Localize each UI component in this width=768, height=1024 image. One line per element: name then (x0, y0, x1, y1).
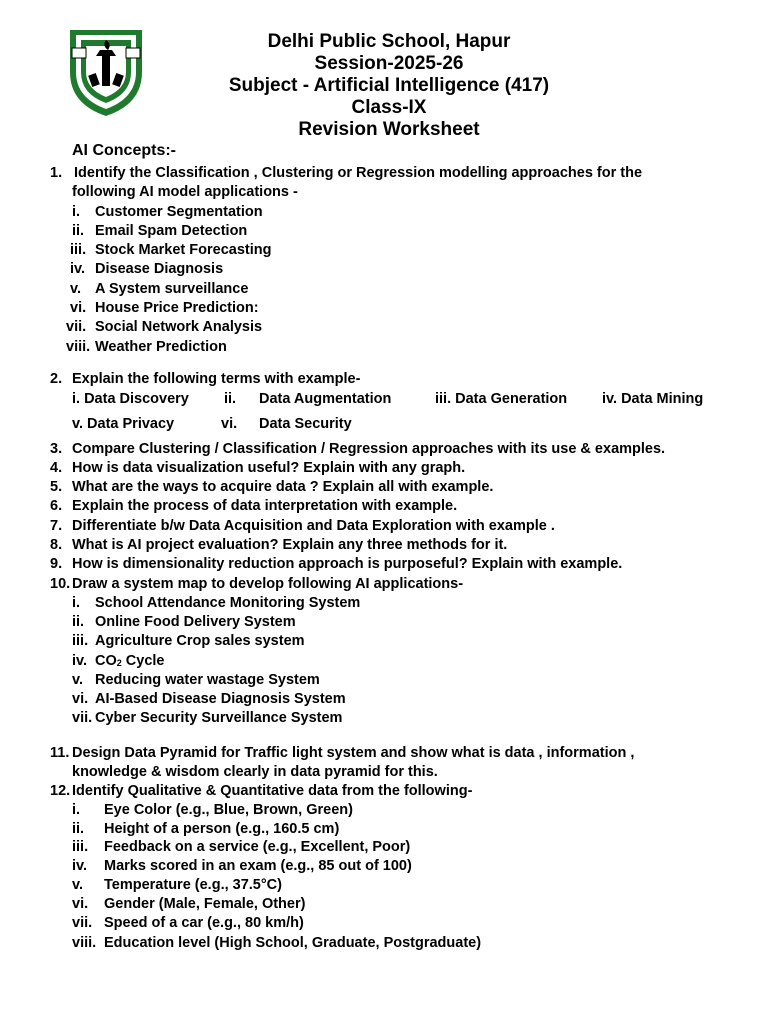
item-numeral: iv. (70, 261, 86, 277)
item-text (95, 595, 360, 611)
item-text: Marks scored in an exam (e.g., 85 out of 100) (104, 858, 412, 874)
item-text-main: Online Food Delivery System (95, 614, 296, 630)
item-text: Education level (High School, Graduate, Postgraduate) (104, 935, 482, 951)
term-data-discovery: i. Data Discovery (72, 391, 189, 407)
item-text (95, 691, 346, 707)
question-number: 9. (50, 556, 63, 572)
item-numeral: v. (72, 877, 84, 893)
question-number: 5. (50, 479, 63, 495)
question-text: Compare Clustering / Classification / Regression approaches with its use & examples. (72, 441, 666, 457)
item-numeral: iv. (72, 858, 88, 874)
item-text-main: School Attendance Monitoring System (95, 595, 361, 611)
item-numeral: iv. (72, 653, 88, 669)
question-number: 7. (50, 518, 63, 534)
item-text (95, 672, 320, 688)
item-text: Speed of a car (e.g., 80 km/h) (104, 915, 304, 931)
item-numeral: vi. (72, 691, 89, 707)
item-numeral: i. (72, 595, 81, 611)
worksheet-title: Revision Worksheet (298, 119, 480, 140)
item-text: Email Spam Detection (95, 223, 248, 239)
class-label: Class-IX (351, 97, 427, 118)
item-text: Stock Market Forecasting (95, 242, 272, 258)
question-text: Differentiate b/w Data Acquisition and Data Exploration with example . (72, 518, 555, 534)
item-numeral: v. (70, 281, 82, 297)
term-data-mining: iv. Data Mining (602, 391, 704, 407)
question-text: What are the ways to acquire data ? Explain all with example. (72, 479, 494, 495)
item-numeral: iii. (72, 839, 89, 855)
session-label: Session-2025-26 (314, 53, 464, 74)
item-text-after: Cycle (121, 653, 165, 669)
section-title: AI Concepts:- (72, 142, 176, 159)
item-text: Social Network Analysis (95, 319, 263, 335)
item-numeral: vii. (72, 915, 93, 931)
item-numeral: i. (72, 204, 81, 220)
item-text (95, 633, 305, 649)
question-text: How is dimensionality reduction approach is purposeful? Explain with example. (72, 556, 623, 572)
question-number: 4. (50, 460, 63, 476)
item-numeral: viii. (66, 339, 91, 355)
item-numeral: iii. (70, 242, 87, 258)
item-text: Disease Diagnosis (95, 261, 224, 277)
term-data-generation: iii. Data Generation (435, 391, 568, 407)
item-text-main: AI-Based Disease Diagnosis System (95, 691, 346, 707)
item-text: A System surveillance (95, 281, 249, 297)
question-text: How is data visualization useful? Explain with any graph. (72, 460, 466, 476)
item-text: Feedback on a service (e.g., Excellent, Poor) (104, 839, 411, 855)
item-text: Weather Prediction (95, 339, 227, 355)
question-number: 3. (50, 441, 63, 457)
question-text: What is AI project evaluation? Explain any three methods for it. (72, 537, 508, 553)
item-text (95, 653, 165, 669)
item-numeral: vi. (70, 300, 87, 316)
item-numeral: viii. (72, 935, 97, 951)
item-text: Height of a person (e.g., 160.5 cm) (104, 821, 340, 837)
item-text (95, 710, 342, 726)
subscript: 2 (116, 658, 122, 668)
question-number: 8. (50, 537, 63, 553)
item-text: Temperature (e.g., 37.5°C) (104, 877, 282, 893)
term-data-augmentation: Data Augmentation (259, 391, 392, 407)
term-label-vi: vi. (221, 416, 238, 432)
school-crest-icon (62, 22, 150, 118)
item-numeral: v. (72, 672, 84, 688)
term-data-security: Data Security (259, 416, 352, 432)
item-numeral: ii. (72, 821, 85, 837)
question-text: Explain the process of data interpretation with example. (72, 498, 458, 514)
item-text-main: CO (95, 653, 117, 669)
item-numeral: vii. (66, 319, 87, 335)
item-text-main: Cyber Security Surveillance System (95, 710, 343, 726)
item-text-main: Reducing water wastage System (95, 672, 320, 688)
item-numeral: iii. (72, 633, 89, 649)
question-number: 6. (50, 498, 63, 514)
item-text (95, 614, 296, 630)
term-data-privacy: v. Data Privacy (72, 416, 175, 432)
school-logo (62, 22, 150, 118)
item-numeral: ii. (72, 223, 85, 239)
item-numeral: ii. (72, 614, 85, 630)
item-numeral: vi. (72, 896, 89, 912)
item-text: Eye Color (e.g., Blue, Brown, Green) (104, 802, 353, 818)
item-numeral: i. (72, 802, 81, 818)
item-text: Gender (Male, Female, Other) (104, 896, 306, 912)
school-name: Delhi Public School, Hapur (267, 31, 511, 52)
item-text: Customer Segmentation (95, 204, 263, 220)
item-text: House Price Prediction: (95, 300, 259, 316)
item-numeral: vii. (72, 710, 93, 726)
term-label-ii: ii. (224, 391, 237, 407)
subject-label: Subject - Artificial Intelligence (417) (228, 75, 550, 96)
item-text-main: Agriculture Crop sales system (95, 633, 305, 649)
